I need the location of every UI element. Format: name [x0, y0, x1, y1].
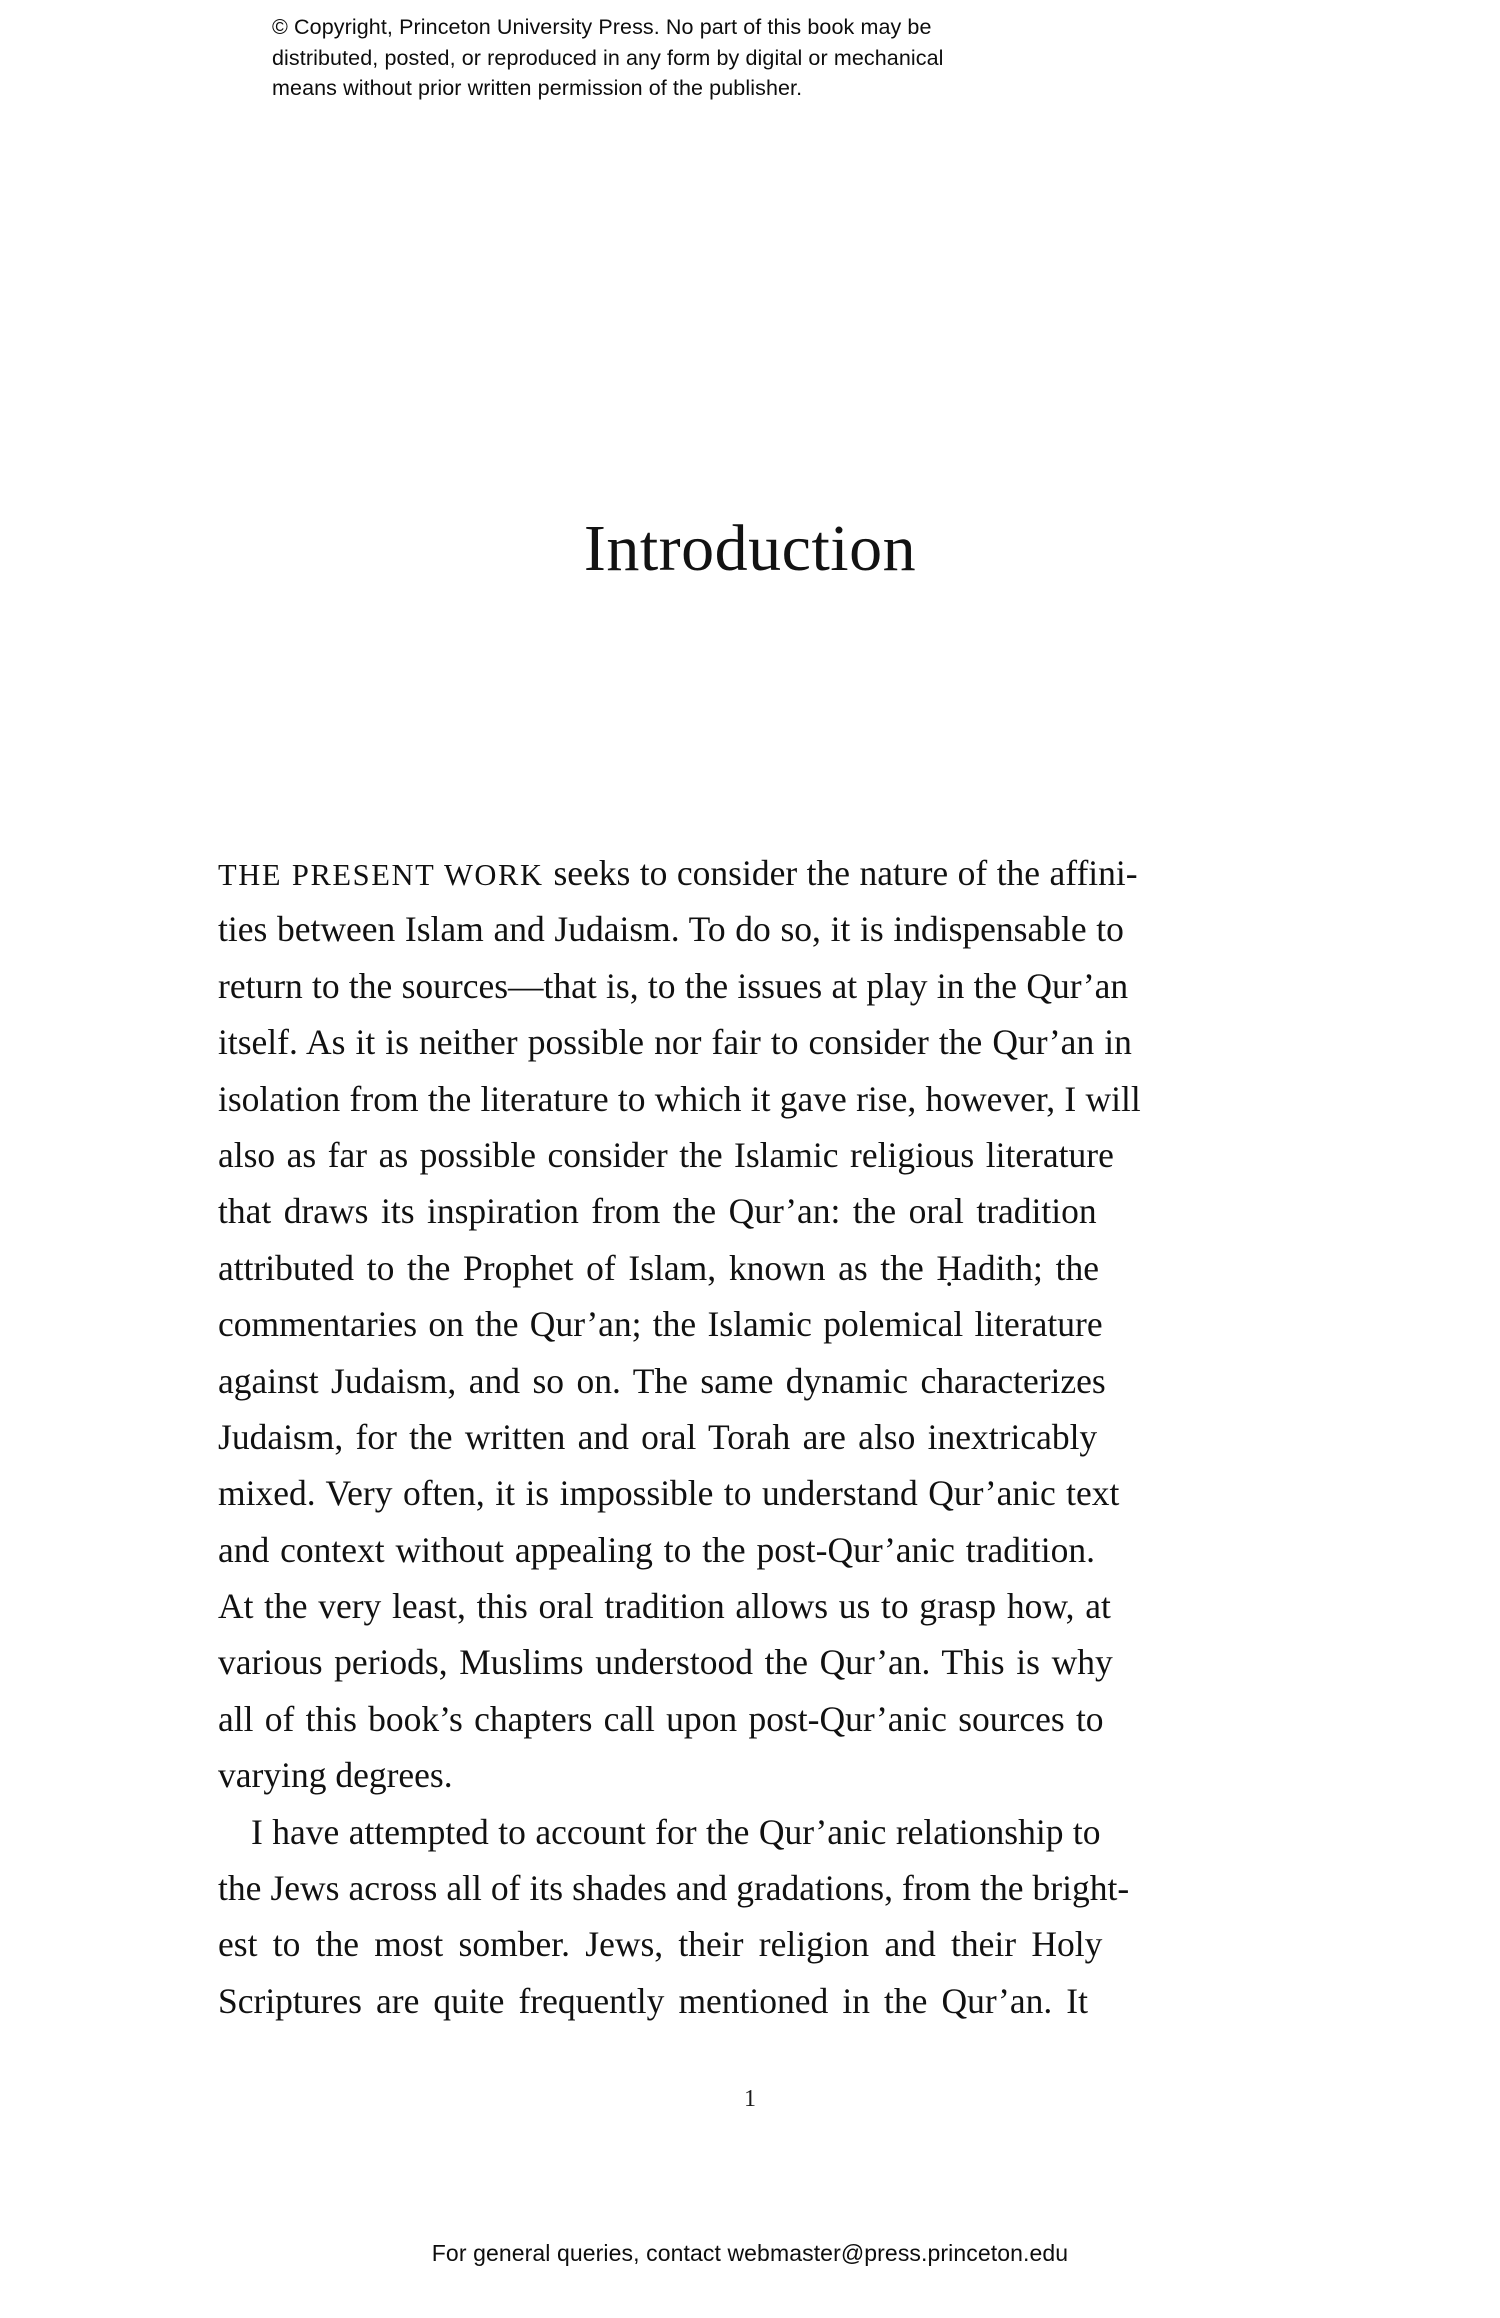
body-line: various periods, Muslims understood the Qur’an. This is why: [218, 1642, 1113, 1683]
body-line: commentaries on the Qur’an; the Islamic polemical literature: [218, 1304, 1103, 1345]
body-line: THE PRESENT WORK seeks to consider the nature of the affini-: [218, 853, 1138, 893]
body-line: ties between Islam and Judaism. To do so, it is indispensable to: [218, 909, 1124, 950]
body-line: that draws its inspiration from the Qur’an: the oral tradition: [218, 1191, 1097, 1232]
body-line: Judaism, for the written and oral Torah are also inextricably: [218, 1416, 1098, 1457]
body-line: mixed. Very often, it is impossible to understand Qur’anic text: [218, 1473, 1120, 1514]
body-line: also as far as possible consider the Islamic religious literature: [218, 1134, 1114, 1175]
body-text: [218, 845, 1282, 2029]
copyright-notice: [272, 12, 1212, 104]
footer-query-note: For general queries, contact webmaster@press.princeton.edu: [431, 2240, 1069, 2266]
body-line: varying degrees.: [218, 1755, 453, 1796]
body-line: all of this book’s chapters call upon post-Qur’anic sources to: [218, 1698, 1104, 1739]
body-line: Scriptures are quite frequently mentioned in the Qur’an. It: [218, 1980, 1088, 2021]
body-line: against Judaism, and so on. The same dynamic characterizes: [218, 1360, 1106, 1401]
chapter-title: Introduction: [583, 512, 917, 586]
copyright-notice-line-2: distributed, posted, or reproduced in any form by digital or mechanical: [272, 45, 944, 70]
copyright-notice-line-3: means without prior written permission of the publisher.: [272, 76, 803, 101]
body-line: and context without appealing to the post-Qur’anic tradition.: [218, 1529, 1095, 1570]
body-line: isolation from the literature to which it gave rise, however, I will: [218, 1078, 1141, 1119]
body-line: At the very least, this oral tradition allows us to grasp how, at: [218, 1586, 1111, 1627]
body-line: I have attempted to account for the Qur’anic relationship to: [251, 1811, 1101, 1852]
body-line: attributed to the Prophet of Islam, known as the Ḥadith; the: [218, 1247, 1099, 1288]
body-line: return to the sources—that is, to the issues at play in the Qur’an: [218, 965, 1129, 1006]
opening-small-caps: THE PRESENT WORK: [218, 858, 554, 892]
body-line: the Jews across all of its shades and gradations, from the bright-: [218, 1868, 1130, 1909]
body-line: est to the most somber. Jews, their religion and their Holy: [218, 1924, 1103, 1965]
page-number: 1: [744, 2086, 756, 2112]
body-line: itself. As it is neither possible nor fair to consider the Qur’an in: [218, 1022, 1132, 1063]
copyright-notice-line-1: © Copyright, Princeton University Press. No part of this book may be: [272, 15, 932, 39]
